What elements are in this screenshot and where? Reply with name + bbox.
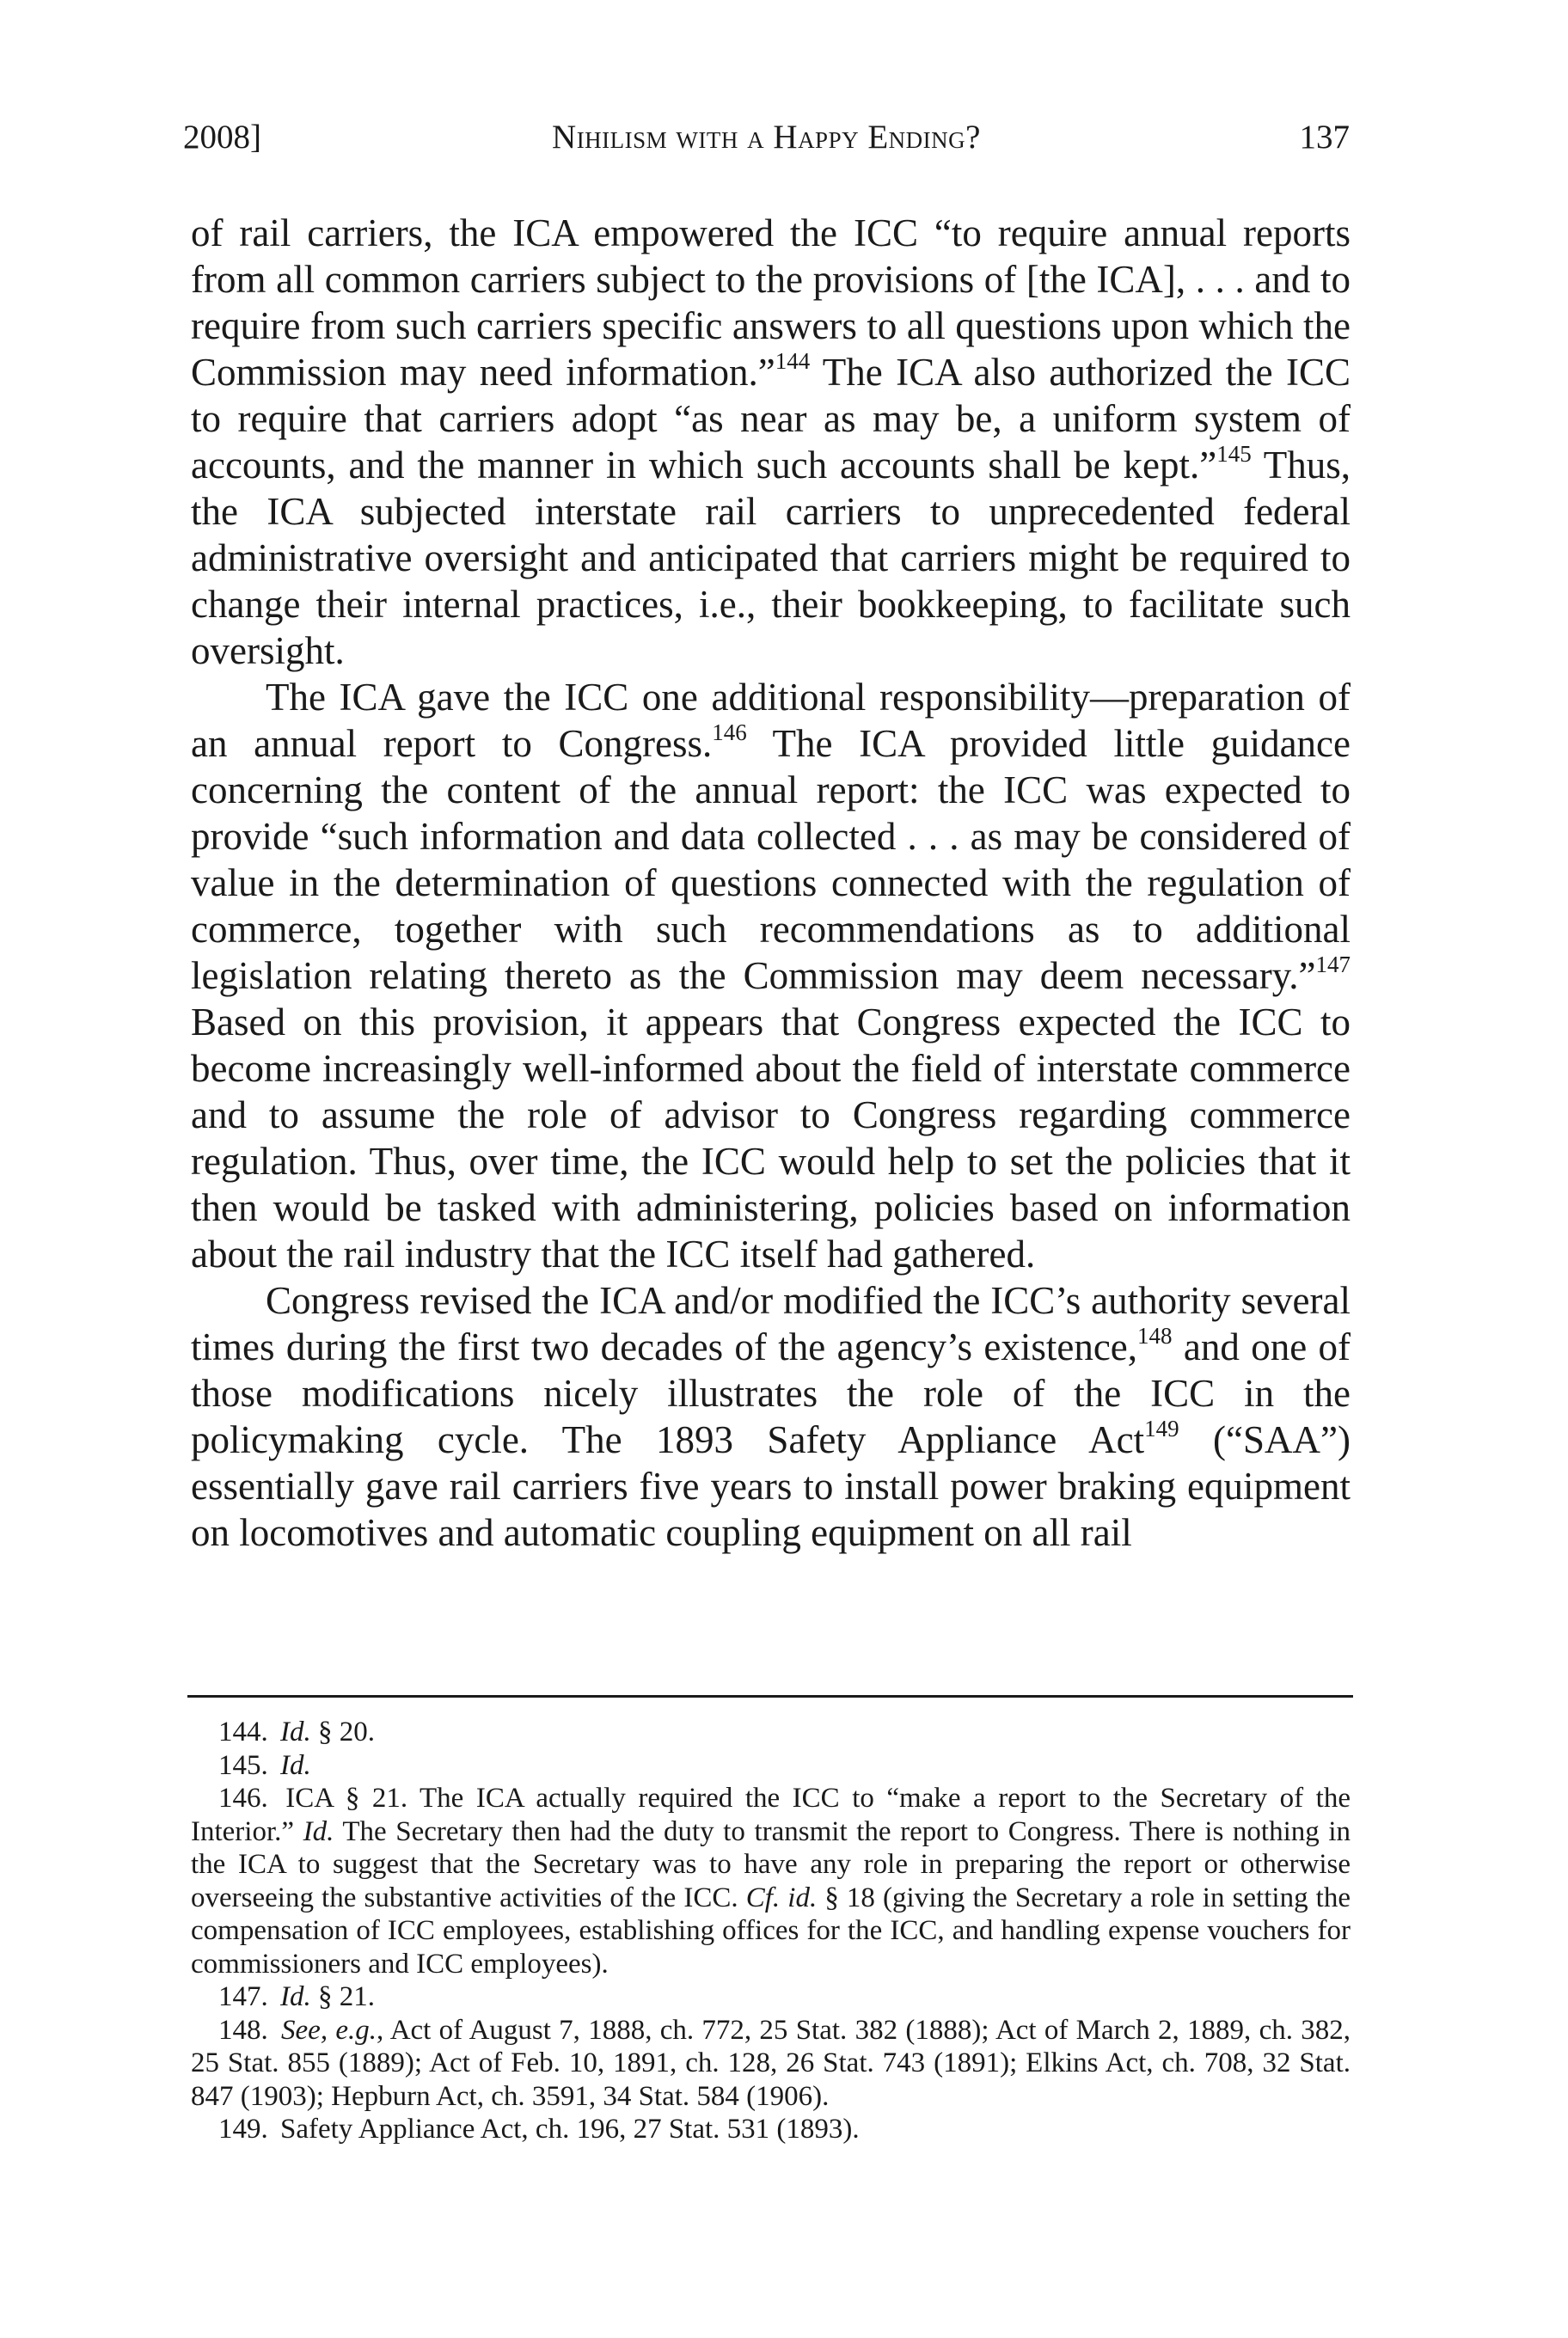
footnotes — [191, 1716, 1351, 2146]
paragraph-1: of rail carriers, the ICA empowered the ICC “to require annual reports from all common carriers subject to the provisions of [the ICA], . . . and to require from such carriers specific answers to all questions upon which the Commission may need information.”$^{144}$ The ICA also authorized the ICC to require that carriers adopt “as near as may be, a uniform system of accounts, and the manner in which such accounts shall be kept.”$^{145}$ Thus, the ICA subjected interstate rail carriers to unprecedented federal administrative oversight and anticipated that carriers might be required to change their internal practices, i.e., their bookkeeping, to facilitate such oversight. — [191, 211, 1351, 672]
header-volume-year: 2008] — [183, 119, 261, 156]
footnote-ref-146[interactable]: 146 — [712, 719, 747, 745]
footnote-149: 149. Safety Appliance Act, ch. 196, 27 Stat. 531 (1893). — [218, 2114, 860, 2145]
header-page-number: 137 — [1299, 119, 1350, 156]
footnote-ref-144[interactable]: 144 — [775, 348, 811, 374]
footnote-ref-147[interactable]: 147 — [1315, 952, 1351, 977]
paragraph-2: The ICA gave the ICC one additional responsibility—preparation of an annual report to Congress.$^{146}$ The ICA provided little guidance concerning the content of the annual report: the ICC was expected to provide “such information and data collected . . . as may be considered of value in the determination of questions connected with the regulation of commerce, together with such recommendations as to additional legislation relating thereto as the Commission may deem necessary.”$^{147}$ Based on this provision, it appears that Congress expected the ICC to become increasingly well-informed about the field of interstate commerce and to assume the role of advisor to Congress regarding commerce regulation. Thus, over time, the ICC would help to set the policies that it then would be tasked with administering, policies based on information about the rail industry that the ICC itself had gathered. — [191, 676, 1351, 1276]
header-article-title: Nihilism with a Happy Ending? — [552, 119, 981, 156]
footnote-146: 146. ICA § 21. The ICA actually required the ICC to “make a report to the Secretary of the Interior.” Id. The Secretary then had the duty to transmit the report to Congress. There is nothing in the ICA to suggest that the Secretary was to have any role in preparing the report or otherwise overseeing the substantive activities of the ICC. Cf. id. § 18 (giving the Secretary a role in setting the compensation of ICC employees, establishing offices for the ICC, and handling expense vouchers for commissioners and ICC employees). — [191, 1783, 1351, 1980]
footnote-144: 144. Id. § 20. — [218, 1717, 375, 1747]
footnote-ref-145[interactable]: 145 — [1216, 441, 1252, 467]
footnote-ref-149[interactable]: 149 — [1144, 1416, 1179, 1441]
footnote-148: 148. See, e.g., Act of August 7, 1888, ch. 772, 25 Stat. 382 (1888); Act of March 2, 1889, ch. 382, 25 Stat. 855 (1889); Act of Feb. 10, 1891, ch. 128, 26 Stat. 743 (1891); Elkins Act, ch. 708, 32 Stat. 847 (1903); Hepburn Act, ch. 3591, 34 Stat. 584 (1906). — [191, 2014, 1351, 2112]
footnote-145: 145. Id. — [218, 1749, 311, 1781]
body-text — [191, 210, 1351, 1556]
footnote-147: 147. Id. § 21. — [218, 1981, 375, 2012]
running-header — [183, 112, 1350, 163]
footnote-ref-148[interactable]: 148 — [1137, 1323, 1173, 1349]
paragraph-3: Congress revised the ICA and/or modified the ICC’s authority several times during the first two decades of the agency’s existence,$^{148}$ and one of those modifications nicely illustrates the role of the ICC in the policymaking cycle. The 1893 Safety Appliance Act$^{149}$ (“SAA”) essentially gave rail carriers five years to install power braking equipment on locomotives and automatic coupling equipment on all rail — [191, 1279, 1351, 1554]
footnote-divider — [187, 1695, 1353, 1698]
